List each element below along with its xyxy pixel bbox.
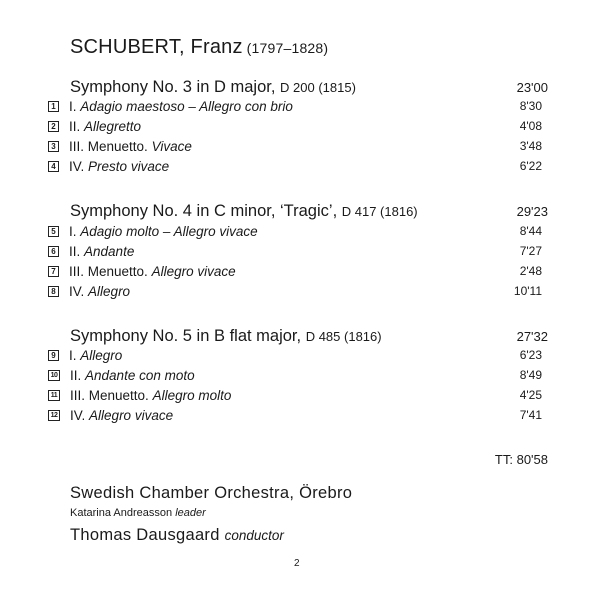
track-title <box>70 408 520 423</box>
track-duration: 6'23 <box>519 348 542 362</box>
track-numeral: I. <box>69 223 77 239</box>
track-title <box>70 368 520 383</box>
track-row[interactable] <box>48 97 542 115</box>
track-duration: 4'08 <box>519 119 542 133</box>
track-row[interactable] <box>48 406 542 424</box>
track-duration: 8'44 <box>519 224 542 238</box>
track-tempo: Andante con moto <box>85 367 195 383</box>
track-title <box>69 159 520 174</box>
track-numeral: I. <box>69 347 77 363</box>
track-title <box>69 244 520 259</box>
track-numeral: IV. <box>70 407 86 423</box>
track-row[interactable] <box>48 366 542 384</box>
track-number: 4 <box>48 161 59 172</box>
track-tempo: Vivace <box>151 138 192 154</box>
track-row[interactable] <box>48 282 542 300</box>
track-numeral: III. Menuetto. <box>69 138 148 154</box>
symphony-heading <box>70 327 548 346</box>
symphony-title-group <box>70 327 382 346</box>
track-row[interactable] <box>48 386 542 404</box>
orchestra-name: Swedish Chamber Orchestra, Örebro <box>70 484 353 502</box>
symphony-title-group <box>70 78 356 97</box>
track-tempo: Andante <box>84 243 135 259</box>
symphony-title-group <box>70 202 418 221</box>
track-row[interactable] <box>48 346 542 364</box>
conductor-role: conductor <box>224 528 284 543</box>
track-number: 7 <box>48 266 59 277</box>
track-title <box>69 99 520 114</box>
track-number: 9 <box>48 350 59 361</box>
symphony-catalog: D 417 (1816) <box>341 204 418 219</box>
track-numeral: II. <box>69 243 81 259</box>
total-time: TT: 80'58 <box>494 452 548 467</box>
track-number: 2 <box>48 121 59 132</box>
track-tempo: Allegro <box>80 347 123 363</box>
track-title <box>69 139 520 154</box>
leader-name: Katarina Andreasson <box>70 507 173 519</box>
conductor-name: Thomas Dausgaard <box>70 526 220 544</box>
track-row[interactable] <box>48 117 542 135</box>
track-row[interactable] <box>48 262 542 280</box>
composer-dates: (1797–1828) <box>246 40 329 56</box>
track-tempo: Allegro vivace <box>151 263 236 279</box>
track-duration: 8'30 <box>519 99 542 113</box>
symphony-heading <box>70 78 548 97</box>
track-duration: 8'49 <box>519 368 542 382</box>
track-numeral: III. Menuetto. <box>69 263 148 279</box>
leader-credit <box>70 507 206 519</box>
track-number: 3 <box>48 141 59 152</box>
track-tempo: Allegro molto <box>152 387 232 403</box>
track-numeral: IV. <box>69 283 85 299</box>
track-tempo: Allegretto <box>84 118 142 134</box>
track-row[interactable] <box>48 137 542 155</box>
conductor-credit <box>70 526 284 545</box>
track-numeral: IV. <box>69 158 85 174</box>
track-duration: 7'41 <box>519 408 542 422</box>
leader-role: leader <box>175 507 206 519</box>
track-duration: 3'48 <box>519 139 542 153</box>
symphony-duration: 23'00 <box>516 80 548 95</box>
track-tempo: Presto vivace <box>88 158 170 174</box>
track-number: 5 <box>48 226 59 237</box>
symphony-title: Symphony No. 5 in B flat major, <box>70 327 302 345</box>
track-title <box>69 119 520 134</box>
symphony-catalog: D 200 (1815) <box>280 80 356 95</box>
track-numeral: II. <box>70 367 82 383</box>
track-tempo: Adagio molto – Allegro vivace <box>80 223 258 239</box>
track-numeral: II. <box>69 118 81 134</box>
symphony-title: Symphony No. 4 in C minor, ‘Tragic’, <box>70 202 338 220</box>
track-tempo: Allegro <box>88 283 131 299</box>
track-title <box>69 264 520 279</box>
track-row[interactable] <box>48 157 542 175</box>
track-number: 8 <box>48 286 59 297</box>
track-title <box>69 224 520 239</box>
track-row[interactable] <box>48 242 542 260</box>
composer-name: SCHUBERT, Franz <box>70 36 243 58</box>
track-row[interactable] <box>48 222 542 240</box>
symphony-duration: 27'32 <box>516 329 548 344</box>
track-numeral: I. <box>69 98 77 114</box>
track-tempo: Adagio maestoso – Allegro con brio <box>80 98 293 114</box>
track-number: 1 <box>48 101 59 112</box>
symphony-catalog: D 485 (1816) <box>305 329 382 344</box>
page-number: 2 <box>294 558 300 569</box>
track-duration: 4'25 <box>519 388 542 402</box>
track-duration: 2'48 <box>519 264 542 278</box>
track-title <box>69 348 520 363</box>
track-number: 6 <box>48 246 59 257</box>
track-number: 11 <box>48 390 60 401</box>
track-number: 10 <box>48 370 60 381</box>
track-numeral: III. Menuetto. <box>70 387 149 403</box>
track-tempo: Allegro vivace <box>89 407 174 423</box>
track-duration: 7'27 <box>519 244 542 258</box>
symphony-duration: 29'23 <box>516 204 548 219</box>
symphony-heading <box>70 202 548 221</box>
track-duration: 10'11 <box>513 284 542 298</box>
track-number: 12 <box>48 410 60 421</box>
composer-heading <box>70 36 328 59</box>
track-title <box>70 388 520 403</box>
symphony-title: Symphony No. 3 in D major, <box>70 78 276 96</box>
track-title <box>69 284 514 299</box>
track-duration: 6'22 <box>519 159 542 173</box>
